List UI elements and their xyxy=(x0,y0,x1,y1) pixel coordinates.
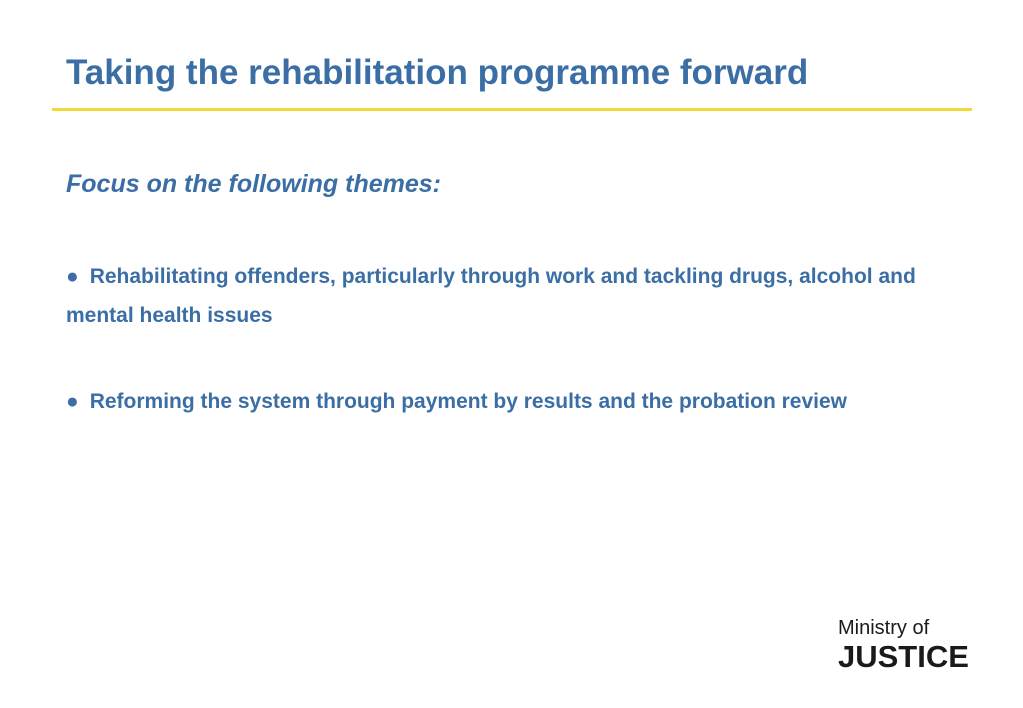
bullet-dot-icon: ● xyxy=(66,265,79,288)
logo-line-justice: JUSTICE xyxy=(838,639,969,674)
logo-line-ministry: Ministry of xyxy=(838,617,930,639)
ministry-of-justice-logo xyxy=(838,616,968,674)
slide-title: Taking the rehabilitation programme forward xyxy=(66,53,809,92)
slide-subtitle: Focus on the following themes: xyxy=(66,170,441,198)
bullet-text: Reforming the system through payment by results and the probation review xyxy=(89,390,847,413)
bullet-item xyxy=(66,257,966,335)
bullet-item xyxy=(66,382,966,421)
bullet-dot-icon: ● xyxy=(66,390,79,413)
title-divider xyxy=(52,108,972,111)
bullet-text: Rehabilitating offenders, particularly through work and tackling drugs, alcohol and mental health issues xyxy=(66,265,916,327)
